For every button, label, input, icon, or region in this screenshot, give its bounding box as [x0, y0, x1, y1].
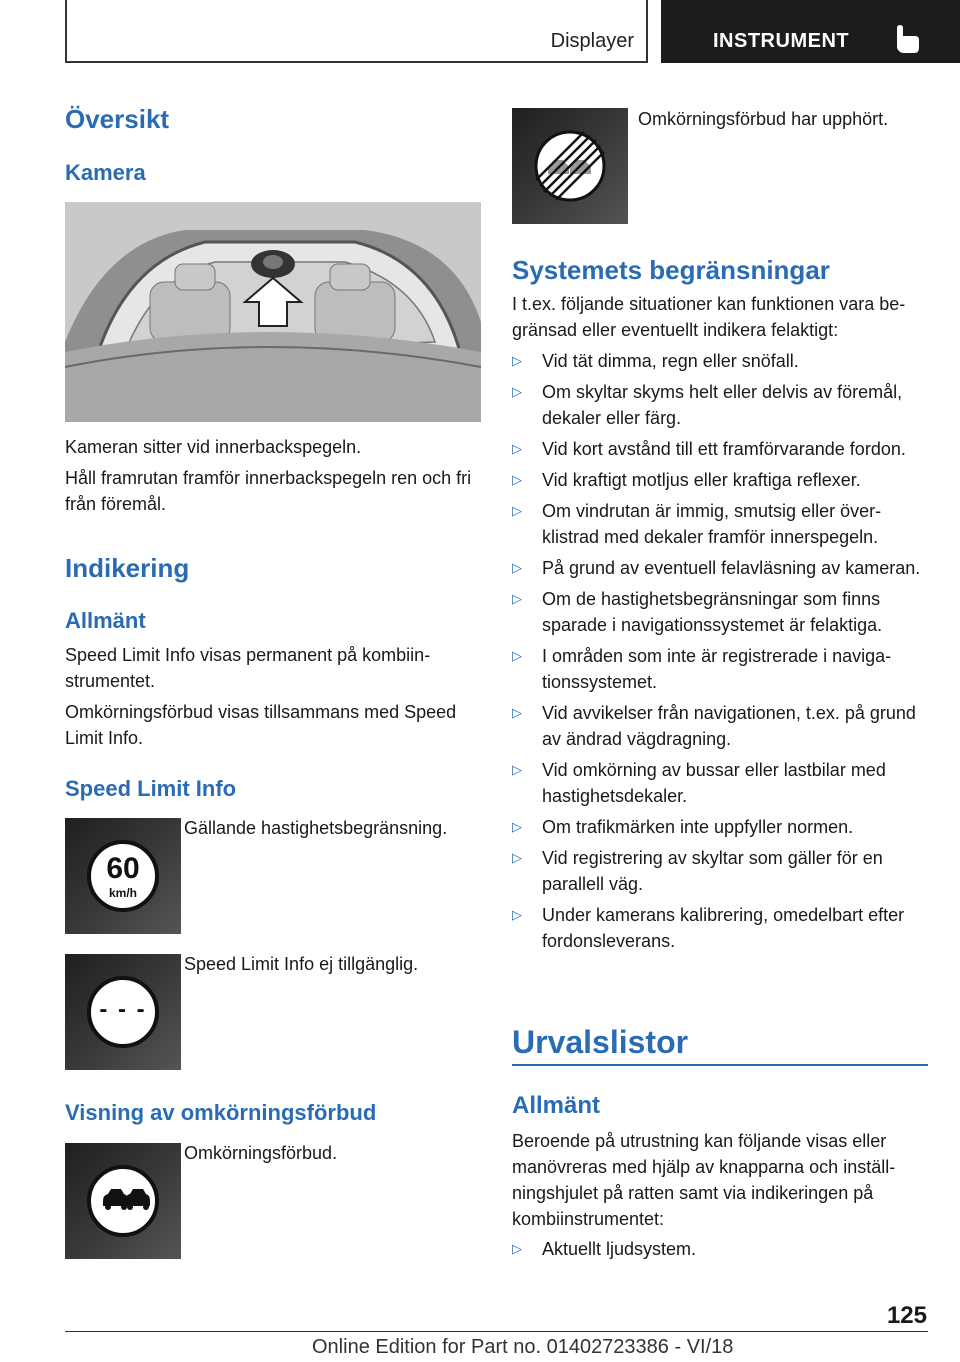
selection-lists-paragraph: Beroende på utrustning kan följande visas eller manövreras med hjälp av knapparna och inställningshjulet på ratten samt via indikeringen på kombiinstrumentet:: [512, 1131, 896, 1229]
overtaking-display-heading: Visning av omkörningsförbud: [65, 1100, 377, 1125]
list-item: [512, 555, 932, 581]
list-item-text: Om skyltar skyms helt eller delvis av föremål, dekaler eller färg.: [542, 382, 903, 428]
list-item: [512, 814, 932, 840]
bullet-triangle-icon: ▷: [512, 503, 522, 518]
footer-edition: Online Edition for Part no. 01402723386 - VI/18: [312, 1336, 734, 1358]
bullet-triangle-icon: ▷: [512, 648, 522, 663]
camera-paragraph-2: Håll framrutan framför innerbackspegeln ren och fri från föremål.: [65, 468, 472, 514]
speed-limit-unavailable-dashes: - - -: [99, 996, 147, 1023]
bullet-triangle-icon: ▷: [512, 384, 522, 399]
camera-paragraph-1: Kameran sitter vid innerbackspegeln.: [65, 437, 362, 457]
list-item-text: I områden som inte är registrerade i navigationssystemet.: [542, 646, 892, 692]
list-item: [512, 586, 932, 638]
bullet-triangle-icon: ▷: [512, 705, 522, 720]
selection-lists-items: [512, 1236, 932, 1267]
speed-limit-60-sign: [65, 818, 181, 934]
car-interior-illustration: [65, 202, 481, 422]
list-item: [512, 700, 932, 752]
bullet-triangle-icon: ▷: [512, 1241, 522, 1256]
selection-lists-general-heading: Allmänt: [512, 1092, 601, 1119]
list-item: [512, 757, 932, 809]
list-item-text: Vid avvikelser från navigationen, t.ex. på grund av ändrad vägdragning.: [542, 703, 916, 749]
no-overtaking-text: Omkörningsförbud.: [184, 1143, 338, 1163]
camera-illustration: [65, 202, 481, 422]
speed-limit-unavailable-sign: [65, 954, 181, 1070]
general-heading: Allmänt: [65, 608, 146, 633]
list-item: [512, 902, 932, 954]
list-item-text: Om vindrutan är immig, smutsig eller överklistrad med dekaler framför innerspegeln.: [542, 501, 882, 547]
list-item-text: Vid registrering av skyltar som gäller för en parallell väg.: [542, 848, 883, 894]
list-item-text: Aktuellt ljudsystem.: [542, 1239, 697, 1259]
list-item-text: Under kamerans kalibrering, omedelbart efter fordonsleverans.: [542, 905, 905, 951]
bullet-triangle-icon: ▷: [512, 591, 522, 606]
end-of-no-overtaking-text: Omkörningsförbud har upphört.: [638, 109, 889, 129]
list-item-text: Om de hastighetsbegränsningar som finns sparade i navigationssystemet är felaktiga.: [542, 589, 883, 635]
speed-limit-value: 60: [106, 852, 140, 885]
end-of-no-overtaking-icon: [512, 108, 628, 224]
list-item: [512, 498, 932, 550]
end-of-no-overtaking-sign: [512, 108, 628, 224]
bullet-triangle-icon: ▷: [512, 907, 522, 922]
list-item-text: Vid kort avstånd till ett framförvarande fordon.: [542, 439, 906, 459]
bullet-triangle-icon: ▷: [512, 472, 522, 487]
list-item: [512, 379, 932, 431]
section-rule: [512, 1064, 928, 1066]
system-limitations-title: Systemets begränsningar: [512, 255, 830, 285]
list-item: [512, 1236, 932, 1262]
page-number: 125: [886, 1302, 927, 1329]
header-chapter-label: INSTRUMENT: [713, 30, 850, 52]
general-paragraph-1: Speed Limit Info visas permanent på kombiinstrumentet.: [65, 645, 431, 691]
general-paragraph-2: Omkörningsförbud visas tillsammans med Speed Limit Info.: [65, 702, 457, 748]
list-item: [512, 845, 932, 897]
pointing-hand-icon: [893, 24, 921, 54]
list-item-text: Vid tät dimma, regn eller snöfall.: [542, 351, 799, 371]
list-item: [512, 436, 932, 462]
overview-title: Översikt: [65, 104, 170, 134]
speed-limit-unit: km/h: [108, 886, 137, 900]
speed-limit-info-heading: Speed Limit Info: [65, 776, 237, 801]
list-item-text: Om trafikmärken inte uppfyller normen.: [542, 817, 854, 837]
header-section-box: [65, 0, 648, 63]
no-overtaking-icon: [65, 1143, 181, 1259]
bullet-triangle-icon: ▷: [512, 762, 522, 777]
selection-lists-title: Urvalslistor: [512, 1024, 689, 1060]
list-item: [512, 643, 932, 695]
bullet-triangle-icon: ▷: [512, 353, 522, 368]
list-item-text: Vid omkörning av bussar eller lastbilar med hastighetsdekaler.: [542, 760, 886, 806]
bullet-triangle-icon: ▷: [512, 850, 522, 865]
header-section-label: Displayer: [550, 30, 634, 52]
bullet-triangle-icon: ▷: [512, 819, 522, 834]
no-overtaking-sign: [65, 1143, 181, 1259]
system-limitations-list: [512, 348, 932, 959]
list-item: [512, 467, 932, 493]
system-limitations-intro: I t.ex. följande situationer kan funktionen vara begränsad eller eventuellt indikera felaktigt:: [512, 294, 906, 340]
list-item: [512, 348, 932, 374]
indication-title: Indikering: [65, 553, 190, 583]
speed-limit-unavailable-text: Speed Limit Info ej tillgänglig.: [184, 954, 419, 974]
camera-heading: Kamera: [65, 160, 146, 185]
bullet-triangle-icon: ▷: [512, 441, 522, 456]
bullet-triangle-icon: ▷: [512, 560, 522, 575]
list-item-text: På grund av eventuell felavläsning av kameran.: [542, 558, 921, 578]
footer-rule: [65, 1331, 928, 1332]
speed-limit-current-text: Gällande hastighetsbegränsning.: [184, 818, 448, 838]
list-item-text: Vid kraftigt motljus eller kraftiga reflexer.: [542, 470, 861, 490]
header-chapter-tab: [661, 0, 960, 63]
